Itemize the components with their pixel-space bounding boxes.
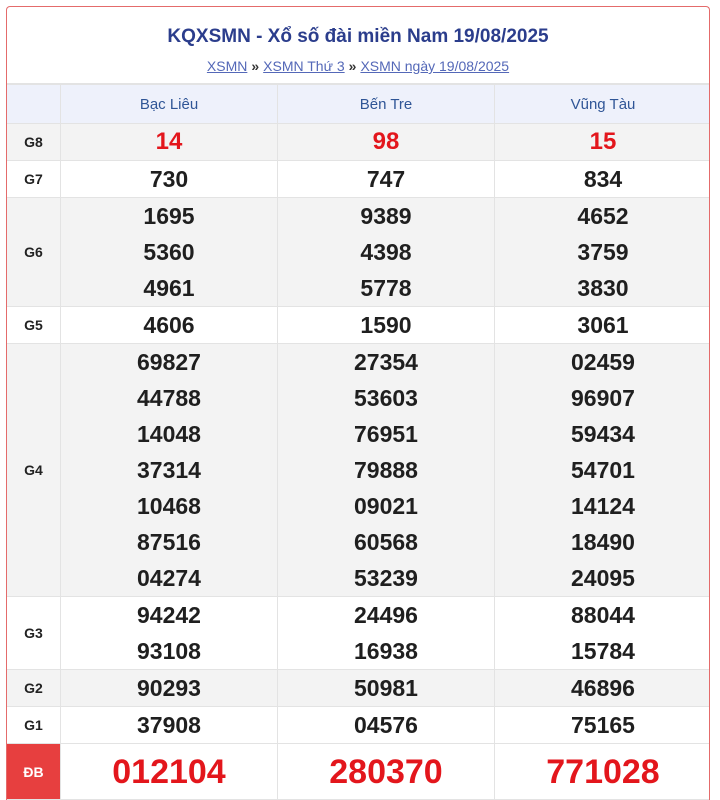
prize-number: 24496 xyxy=(354,602,418,628)
prize-number: 1695 xyxy=(143,203,195,229)
prize-row-g5 xyxy=(7,307,711,344)
prize-number: 15 xyxy=(589,128,617,155)
prize-row-g4 xyxy=(7,344,711,597)
prize-number: 4398 xyxy=(360,239,412,265)
prize-number: 87516 xyxy=(137,529,201,555)
prize-number: 14124 xyxy=(571,493,635,519)
prize-cell xyxy=(61,744,278,800)
prize-number: 50981 xyxy=(354,675,418,701)
prize-number: 09021 xyxy=(354,493,418,519)
breadcrumb-link-xsmn[interactable]: XSMN xyxy=(206,58,248,74)
prize-label: G1 xyxy=(7,707,61,744)
prize-row-g3 xyxy=(7,597,711,670)
prize-number: 93108 xyxy=(137,638,201,664)
prize-cell xyxy=(61,597,278,670)
prize-cell xyxy=(61,670,278,707)
prize-number: 3830 xyxy=(577,275,629,301)
prize-cell xyxy=(61,307,278,344)
prize-number: 747 xyxy=(366,166,406,192)
prize-number: 94242 xyxy=(137,602,201,628)
breadcrumb-separator: » xyxy=(348,58,357,74)
prize-cell xyxy=(61,124,278,161)
prize-cell xyxy=(495,307,711,344)
prize-number: 54701 xyxy=(571,457,635,483)
results-table xyxy=(6,84,710,800)
prize-cell xyxy=(278,597,495,670)
prize-cell xyxy=(495,670,711,707)
results-header xyxy=(7,7,709,84)
breadcrumb-link-xsmn-date[interactable]: XSMN ngày 19/08/2025 xyxy=(360,58,510,74)
prize-number: 37908 xyxy=(137,712,201,738)
prize-row-g7 xyxy=(7,161,711,198)
prize-label: ĐB xyxy=(7,744,61,800)
prize-number: 18490 xyxy=(571,529,635,555)
prize-number: 4652 xyxy=(577,203,629,229)
prize-number: 04274 xyxy=(137,565,201,591)
prize-row-đb xyxy=(7,744,711,800)
prize-cell xyxy=(278,307,495,344)
corner-cell xyxy=(7,85,61,124)
prize-cell xyxy=(495,344,711,597)
prize-label: G7 xyxy=(7,161,61,198)
prize-number: 771028 xyxy=(546,752,660,791)
province-header[interactable]: Bạc Liêu xyxy=(61,85,278,124)
page-title: KQXSMN - Xổ số đài miền Nam 19/08/2025 xyxy=(167,26,549,47)
prize-row-g2 xyxy=(7,670,711,707)
prize-number: 96907 xyxy=(571,385,635,411)
province-header[interactable]: Bến Tre xyxy=(278,85,495,124)
prize-number: 14048 xyxy=(137,421,201,447)
prize-number: 59434 xyxy=(571,421,635,447)
prize-cell xyxy=(278,707,495,744)
prize-number: 5360 xyxy=(143,239,195,265)
prize-number: 44788 xyxy=(137,385,201,411)
prize-number: 834 xyxy=(583,166,623,192)
prize-number: 280370 xyxy=(329,752,443,791)
prize-number: 16938 xyxy=(354,638,418,664)
prize-cell xyxy=(495,198,711,307)
prize-number: 02459 xyxy=(571,349,635,375)
prize-label: G8 xyxy=(7,124,61,161)
prize-number: 3759 xyxy=(577,239,629,265)
prize-cell xyxy=(278,124,495,161)
prize-label: G5 xyxy=(7,307,61,344)
prize-cell xyxy=(495,744,711,800)
prize-number: 9389 xyxy=(360,203,412,229)
prize-label: G3 xyxy=(7,597,61,670)
prize-cell xyxy=(61,344,278,597)
prize-number: 69827 xyxy=(137,349,201,375)
prize-number: 76951 xyxy=(354,421,418,447)
prize-row-g8 xyxy=(7,124,711,161)
breadcrumb-link-xsmn-thu3[interactable]: XSMN Thứ 3 xyxy=(263,58,345,74)
prize-number: 75165 xyxy=(571,712,635,738)
breadcrumb-separator: » xyxy=(251,58,260,74)
province-header-row xyxy=(7,85,711,124)
prize-row-g1 xyxy=(7,707,711,744)
prize-label: G2 xyxy=(7,670,61,707)
prize-cell xyxy=(61,707,278,744)
prize-number: 10468 xyxy=(137,493,201,519)
prize-number: 4961 xyxy=(143,275,195,301)
results-card xyxy=(6,6,710,800)
prize-number: 46896 xyxy=(571,675,635,701)
prize-number: 04576 xyxy=(354,712,418,738)
prize-number: 5778 xyxy=(360,275,412,301)
prize-number: 98 xyxy=(372,128,400,155)
prize-cell xyxy=(495,707,711,744)
prize-number: 79888 xyxy=(354,457,418,483)
breadcrumb xyxy=(7,57,709,75)
prize-cell xyxy=(278,198,495,307)
prize-number: 730 xyxy=(149,166,189,192)
prize-number: 24095 xyxy=(571,565,635,591)
prize-number: 1590 xyxy=(360,312,412,338)
prize-number: 4606 xyxy=(143,312,195,338)
prize-cell xyxy=(278,344,495,597)
prize-number: 53239 xyxy=(354,565,418,591)
prize-number: 53603 xyxy=(354,385,418,411)
prize-cell xyxy=(61,161,278,198)
prize-number: 88044 xyxy=(571,602,635,628)
province-header[interactable]: Vũng Tàu xyxy=(495,85,711,124)
prize-number: 14 xyxy=(155,128,183,155)
prize-cell xyxy=(495,124,711,161)
prize-cell xyxy=(495,597,711,670)
prize-number: 90293 xyxy=(137,675,201,701)
prize-cell xyxy=(61,198,278,307)
prize-label: G6 xyxy=(7,198,61,307)
prize-number: 60568 xyxy=(354,529,418,555)
prize-number: 37314 xyxy=(137,457,201,483)
prize-number: 012104 xyxy=(112,752,226,791)
prize-number: 27354 xyxy=(354,349,418,375)
prize-number: 15784 xyxy=(571,638,635,664)
prize-number: 3061 xyxy=(577,312,629,338)
prize-cell xyxy=(278,744,495,800)
prize-cell xyxy=(278,670,495,707)
prize-row-g6 xyxy=(7,198,711,307)
prize-cell xyxy=(495,161,711,198)
prize-cell xyxy=(278,161,495,198)
prize-label: G4 xyxy=(7,344,61,597)
